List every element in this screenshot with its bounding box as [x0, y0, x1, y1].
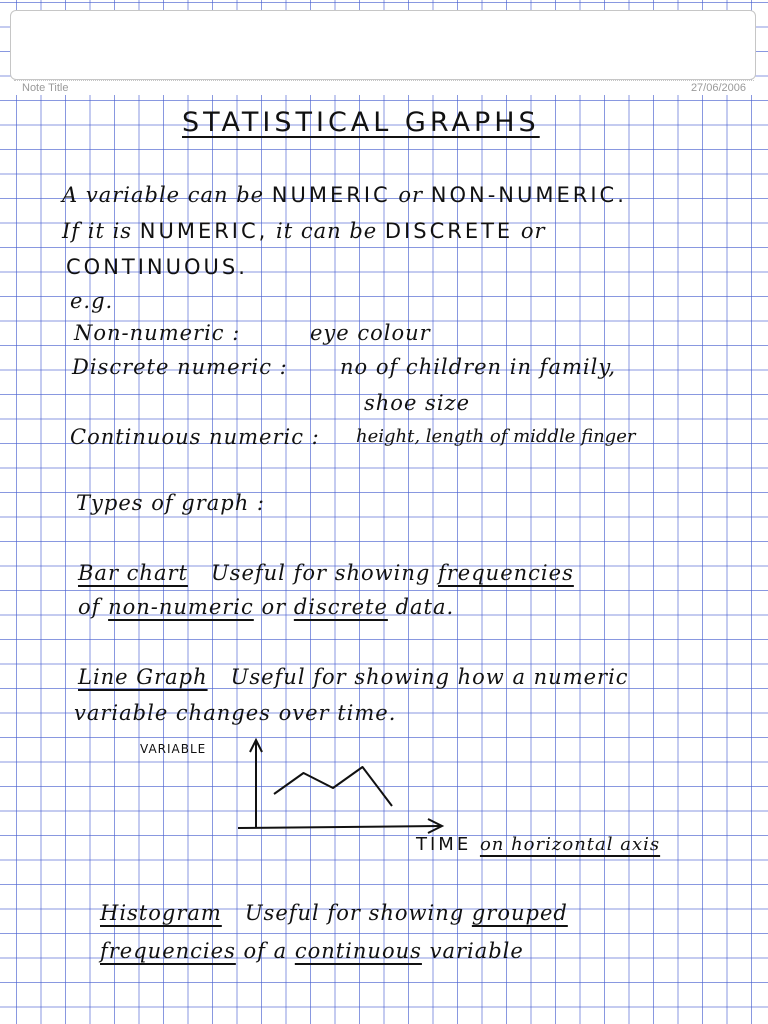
sketch-x-label-caps: TIME — [416, 834, 480, 855]
note-date: 27/06/2006 — [690, 82, 746, 94]
intro-text: If it is — [62, 219, 140, 243]
term-numeric: NUMERIC — [271, 183, 391, 207]
term-continuous: continuous — [294, 939, 422, 963]
sketch-x-label-note: on horizontal axis — [479, 834, 661, 855]
term-non-numeric: NON-NUMERIC. — [430, 183, 627, 207]
example-discrete-value: no of children in family, — [340, 355, 617, 379]
histogram-line-2 — [100, 938, 524, 964]
bar-chart-text: data. — [387, 595, 455, 619]
intro-text: or — [513, 219, 546, 243]
example-continuous-value: height, length of middle finger — [356, 426, 636, 447]
line-graph-text: Useful for showing how a numeric — [230, 665, 629, 689]
histogram-text: variable — [421, 939, 524, 963]
bar-chart-text: of — [78, 595, 109, 619]
note-title-label: Note Title — [22, 82, 69, 94]
types-heading: Types of graph : — [76, 491, 266, 515]
sketch-x-axis — [238, 826, 440, 828]
example-continuous-label: Continuous numeric : — [70, 425, 320, 449]
example-label: e.g. — [70, 289, 114, 313]
page-heading: STATISTICAL GRAPHS — [182, 107, 540, 138]
intro-text: or — [390, 183, 431, 207]
sketch-series-line — [274, 767, 392, 806]
histogram-name: Histogram — [100, 901, 222, 925]
term-numeric: NUMERIC, — [139, 219, 269, 243]
line-graph-name: Line Graph — [78, 665, 208, 689]
example-discrete-label: Discrete numeric : — [72, 355, 288, 379]
term-frequencies: frequencies — [438, 561, 574, 585]
intro-text: A variable can be — [62, 183, 272, 207]
intro-text: it can be — [268, 219, 385, 243]
example-non-numeric-label: Non-numeric : — [74, 321, 241, 345]
example-discrete-value-2: shoe size — [364, 391, 471, 415]
term-continuous: CONTINUOUS. — [66, 255, 248, 279]
bar-chart-text: Useful for showing — [210, 561, 438, 585]
histogram-line-1 — [100, 900, 568, 926]
histogram-text: Useful for showing — [244, 901, 472, 925]
sketch-y-label: VARIABLE — [140, 742, 207, 756]
line-graph-line-2: variable changes over time. — [74, 701, 397, 725]
bar-chart-name: Bar chart — [78, 561, 188, 585]
term-discrete: DISCRETE — [384, 219, 514, 243]
term-frequencies: frequencies — [100, 939, 236, 963]
sketch-x-label — [416, 832, 660, 858]
term-grouped: grouped — [471, 901, 568, 925]
bar-chart-text: or — [253, 595, 294, 619]
term-non-numeric: non-numeric — [108, 595, 254, 619]
example-non-numeric-value: eye colour — [310, 321, 431, 345]
term-discrete: discrete — [293, 595, 388, 619]
histogram-text: of a — [235, 939, 295, 963]
